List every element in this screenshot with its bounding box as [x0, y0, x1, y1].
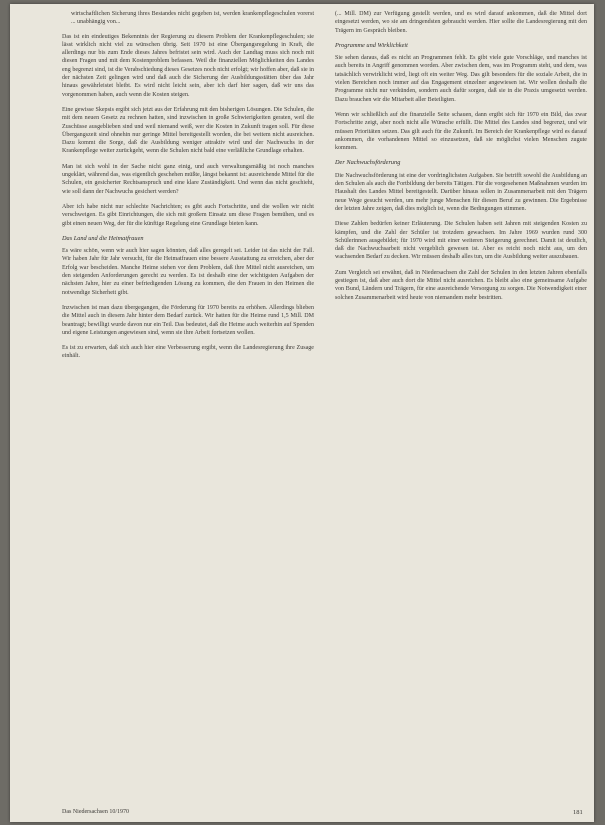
footer-publication: Das Niedersachsen 10/1970 [62, 809, 129, 815]
paragraph: Zum Vergleich sei erwähnt, daß in Niedersachsen die Zahl der Schulen in den letzten Jahren ebenfalls gestiegen ist, daß aber auch dort die Mittel nicht ausreichen. Es bleibt also eine gemeinsame Aufgabe von Bund, Ländern und Trägern, für eine ausreichende Versorgung zu sorgen. Die Notwendigkeit einer solchen Zusammenarbeit wird heute von niemandem mehr bestritten. [335, 269, 587, 301]
right-column [335, 10, 587, 309]
paragraph: (... Mill. DM) zur Verfügung gestellt werden, und es wird darauf ankommen, daß die Mittel dort eingesetzt werden, wo sie am dringendsten gebraucht werden. Hier sollte die Landesregierung mit den Trägern im Gespräch bleiben. [335, 11, 587, 34]
paragraph: Inzwischen ist man dazu übergegangen, die Förderung für 1970 bereits zu erhöhen. Allerdings blieben die Mittel auch in diesem Jahr hinter dem Bedarf zurück. Wir hatten für die Heime rund 1,5 Mill. DM beantragt; bewilligt wurde davon nur ein Teil. Das bedeutet, daß die Heime auch weiterhin auf Spenden und eigene Leistungen angewiesen sind, wenn sie ihre Arbeit fortsetzen wollen. [62, 304, 314, 336]
section-heading: Das Land und die Heimatfrauen [62, 234, 144, 242]
paragraph: Es ist zu erwarten, daß sich auch hier eine Verbesserung ergibt, wenn die Landesregierung ihre Zusage einhält. [62, 345, 314, 360]
paragraph: Wenn wir schließlich auf die finanzielle Seite schauen, dann ergibt sich für 1970 ein Bild, das zwar Fortschritte zeigt, aber noch nicht alle Wünsche erfüllt. Die Mittel des Landes sind begrenzt, und wir müssen Prioritäten setzen. Das gilt auch für die Zukunft. Im Bereich der Krankenpflege wird es darauf ankommen, die vorhandenen Mittel so einzusetzen, daß sie möglichst vielen Menschen zugute kommen. [335, 111, 587, 152]
paragraph: Es wäre schön, wenn wir auch hier sagen könnten, daß alles geregelt sei. Leider ist das nicht der Fall. Wir haben Jahr für Jahr versucht, für die Heimatfrauen eine bessere Ausstattung zu erreichen, aber der Erfolg war bescheiden. Manche Heime stehen vor dem Problem, daß ihre Mittel nicht ausreichen, um den steigenden Anforderungen gerecht zu werden. Es ist deshalb eine der wichtigsten Aufgaben der nächsten Jahre, hier zu einer befriedigenden Lösung zu kommen, die den Frauen in den Heimen die notwendige Sicherheit gibt. [62, 248, 314, 296]
paragraph: Eine gewisse Skepsis ergibt sich jetzt aus der Erfahrung mit den bisherigen Lösungen. Die Schulen, die mit dem neuen Gesetz zu rechnen hatten, sind inzwischen in große Schwierigkeiten geraten, weil die Zuschüsse ausgeblieben sind und weil niemand weiß, wer die Kosten in Zukunft tragen soll. Für diese Übergangszeit sind ohnehin nur geringe Mittel bereitgestellt worden, die bei weitem nicht ausreichen. Dazu kommt die Sorge, daß die Ausbildung weniger attraktiv wird und der Nachwuchs in der Krankenpflege weiter zurückgeht, wenn die Schulen nicht bald eine verläßliche Grundlage erhalten. [62, 106, 314, 155]
paragraph: Diese Zahlen bedürfen keiner Erläuterung. Die Schulen haben seit Jahren mit steigenden Kosten zu kämpfen, und die Zahl der Schüler ist trotzdem gewachsen. Im Jahre 1969 wurden rund 300 Schülerinnen ausgebildet; für 1970 wird mit einer weiteren Steigerung gerechnet. Damit ist deutlich, daß die Nachwuchsarbeit nicht vergeblich gewesen ist. Aber es reicht noch nicht aus, um den wachsenden Bedarf zu decken. Wir müssen deshalb alles tun, um die Ausbildung weiter auszubauen. [335, 221, 587, 261]
paragraph: Das ist ein eindeutiges Bekenntnis der Regierung zu diesem Problem der Krankenpflegeschulen; sie lässt wirklich nicht viel zu wünschen übrig. Seit 1970 ist eine Übergangsregelung in Kraft, die allerdings nur bis zum Ende dieses Jahres befristet sein wird. Auch der Landtag muss sich noch mit diesen Fragen und mit dem Kostenproblem befassen. Weil die finanziellen Möglichkeiten des Landes eng begrenzt sind, ist die Verabschiedung dieses Gesetzes noch nicht erfolgt; wir hoffen aber, daß sie in der nächsten Zeit gelingen wird und daß auch die Sicherung der Ausbildungsstätten über das Jahr hinaus gewährleistet bleibt. Es wird nicht leicht sein, aber ich darf hier sagen, daß wir uns das vorgenommen haben, auch wenn die Kosten steigen. [62, 33, 314, 98]
document-page [10, 4, 594, 822]
paragraph: Sie sehen daraus, daß es nicht an Programmen fehlt. Es gibt viele gute Vorschläge, und manches ist auch bereits in Angriff genommen worden. Aber zwischen dem, was im Programm steht, und dem, was tatsächlich verwirklicht wird, liegt oft ein weiter Weg. Das gilt besonders für die soziale Arbeit, die in vielen Bereichen noch immer auf das Engagement einzelner angewiesen ist. Wir wollen deshalb die Programme nicht nur verkünden, sondern auch dafür sorgen, daß sie in die Praxis umgesetzt werden. Dazu brauchen wir die Mitarbeit aller Beteiligten. [335, 55, 587, 103]
paragraph-quote: wirtschaftlichen Sicherung ihres Bestandes nicht gegeben ist, werden krankenpflegeschulen vorerst ... unabhängig von... [71, 11, 314, 26]
section-heading: Programme und Wirklichkeit [335, 41, 408, 49]
paragraph: Die Nachwuchsförderung ist eine der vordringlichsten Aufgaben. Sie betrifft sowohl die Ausbildung an den Schulen als auch die Fortbildung der bereits Tätigen. Für die vorgesehenen Maßnahmen wurden im Haushalt des Landes Mittel bereitgestellt. Darüber hinaus sollen in Zusammenarbeit mit den Trägern neue Wege gesucht werden, um mehr junge Menschen für diesen Beruf zu gewinnen. Die Ergebnisse der letzten Jahre zeigen, daß dies möglich ist, wenn die Bedingungen stimmen. [335, 172, 587, 212]
section-heading: Der Nachwuchsförderung [335, 159, 401, 167]
page-number: 181 [573, 809, 583, 816]
left-column [62, 10, 314, 368]
paragraph: Man ist sich wohl in der Sache nicht ganz einig, und auch verwaltungsmäßig ist noch manches ungeklärt, während das, was eigentlich geschehen müßte, längst bekannt ist: ausreichende Mittel für die Schulen, ein gesicherter Rechtsanspruch und eine klare Zuständigkeit. Und wenn das nicht geschieht, wie soll dann der Nachwuchs gesichert werden? [62, 163, 314, 195]
paragraph: Aber ich habe nicht nur schlechte Nachrichten; es gibt auch Fortschritte, und die wollen wir nicht verschweigen. Es gibt Einrichtungen, die sich mit großem Einsatz um diese Fragen bemühen, und es gibt einen neuen Weg, der für die künftige Regelung eine Grundlage bieten kann. [62, 203, 314, 227]
